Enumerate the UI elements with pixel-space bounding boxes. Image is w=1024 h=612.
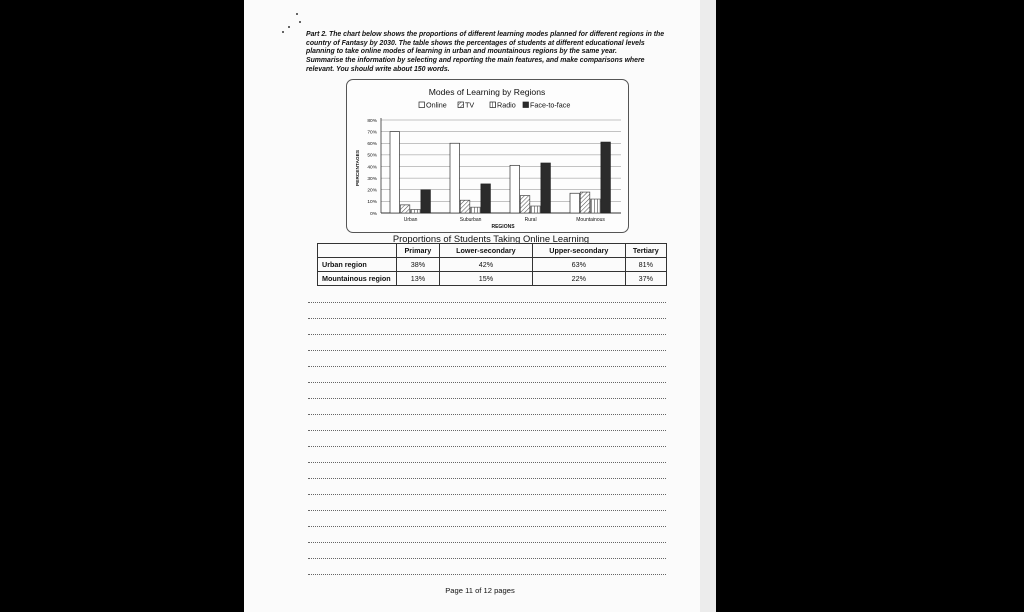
legend-label-radio: Radio [497,100,516,110]
answer-line [308,446,666,447]
row-label: Urban region [318,258,397,272]
answer-line [308,350,666,351]
table-cell: 81% [625,258,666,272]
scan-speck [299,21,301,23]
x-axis-label: REGIONS [491,224,515,230]
answer-line [308,334,666,335]
table-title: Proportions of Students Taking Online Learning [392,233,590,244]
table-cell: 42% [439,258,532,272]
y-tick-label: 10% [367,200,377,206]
answer-line [308,318,666,319]
y-tick-label: 60% [367,142,377,148]
legend-label-tv: TV [465,100,475,110]
column-header: Tertiary [625,244,666,258]
page-edge-shadow [700,0,716,612]
x-tick-label: Rural [524,217,537,223]
table-cell: 38% [397,258,440,272]
answer-line [308,510,666,511]
scan-speck [282,31,284,33]
y-tick-label: 50% [367,153,377,159]
y-tick-label: 30% [367,176,377,182]
y-tick-label: 70% [367,130,377,136]
table-cell: 22% [533,272,626,286]
answer-line [308,414,666,415]
y-tick-label: 20% [367,188,377,194]
page-number: Page 11 of 12 pages [445,586,515,595]
x-tick-label: Urban [403,217,418,223]
exam-page [244,0,716,612]
y-axis-label: PERCENTAGES [356,149,361,187]
table-cell: 13% [397,272,440,286]
legend-label-face-to-face: Face-to-face [530,100,571,110]
answer-line [308,494,666,495]
scan-speck [296,13,298,15]
answer-line [308,526,666,527]
task-description: Part 2. The chart below shows the proportions of different learning modes planned for different regions in the country of Fantasy by 2030. The table shows the percentages of students at different educational levels planning to take online modes of learning in urban and mountainous regions by the same year. [306,31,665,56]
answer-line [308,542,666,543]
answer-line [308,398,666,399]
answer-line [308,430,666,431]
answer-line [308,574,666,575]
y-tick-label: 80% [367,118,377,124]
answer-line [308,382,666,383]
answer-line [308,366,666,367]
row-label: Mountainous region [318,272,397,286]
table-cell: 37% [625,272,666,286]
answer-writing-area [308,0,666,612]
task-requirement: Summarise the information by selecting and reporting the main features, and make comparisons where relevant. You should write about 150 words. [306,57,645,73]
table-cell: 15% [439,272,532,286]
column-header: Primary [397,244,440,258]
x-tick-label: Suburban [459,217,482,223]
answer-line [308,302,666,303]
answer-line [308,558,666,559]
answer-line [308,478,666,479]
y-tick-label: 40% [367,165,377,171]
chart-title: Modes of Learning by Regions [428,87,546,97]
table-cell: 63% [533,258,626,272]
answer-line [308,462,666,463]
column-header: Lower-secondary [439,244,532,258]
scan-speck [288,26,290,28]
legend-label-online: Online [426,100,447,110]
column-header: Upper-secondary [533,244,626,258]
y-tick-label: 0% [370,211,377,217]
x-tick-label: Mountainous [576,217,605,223]
